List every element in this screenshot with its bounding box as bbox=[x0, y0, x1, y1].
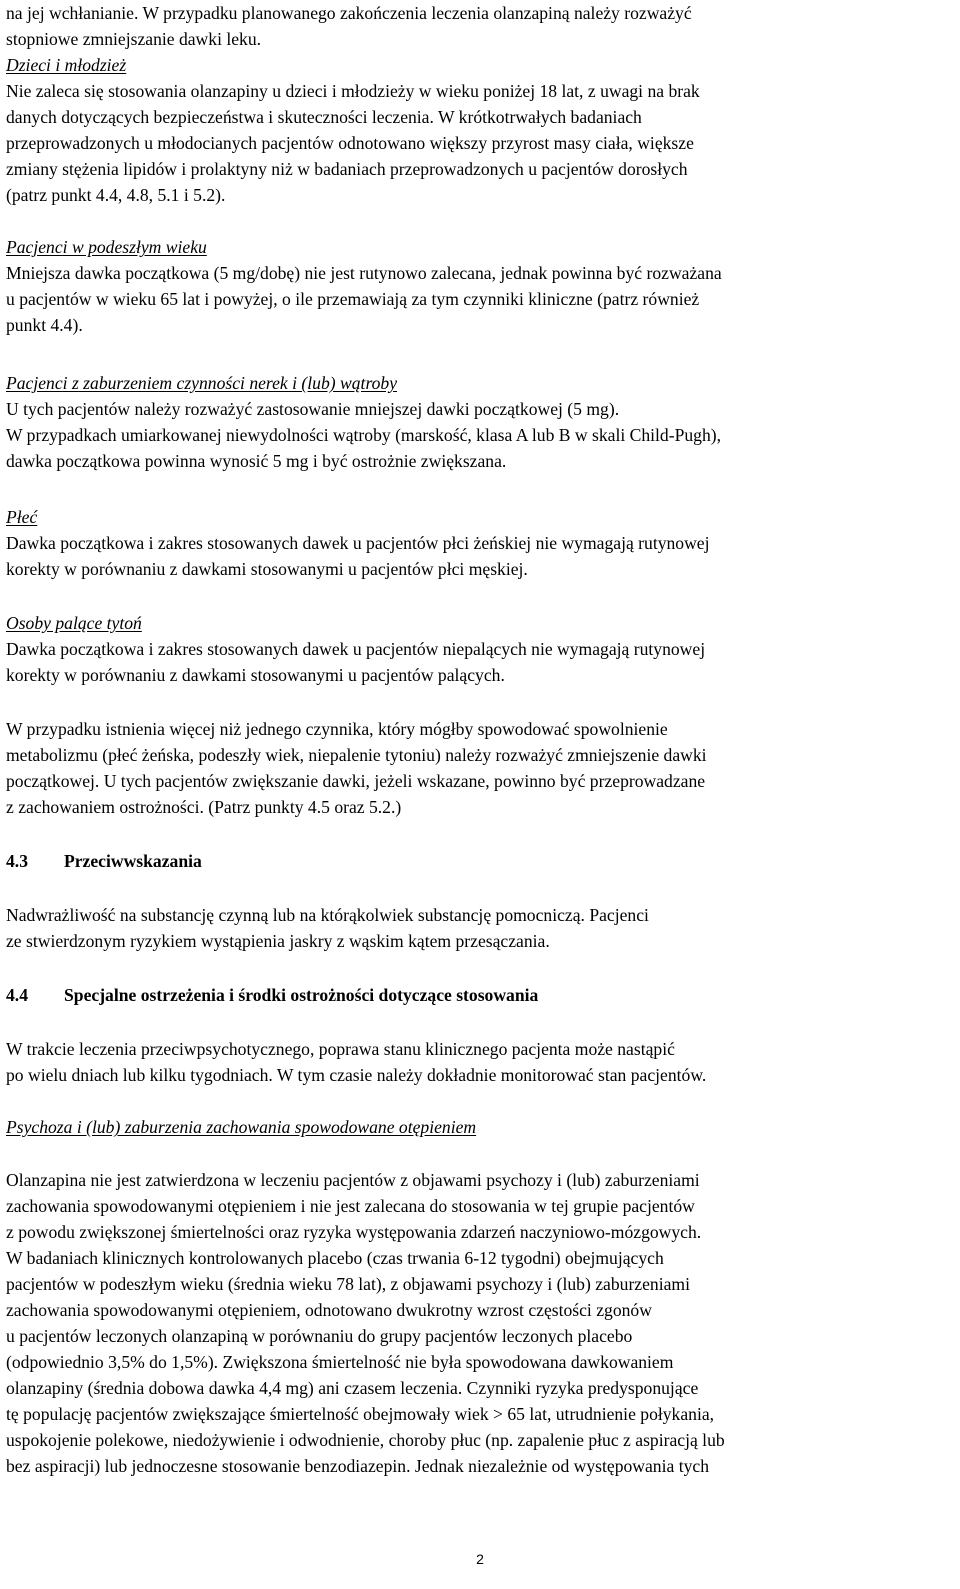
text-line: Olanzapina nie jest zatwierdzona w leczeniu pacjentów z objawami psychozy i (lub) zaburzeniami bbox=[6, 1170, 700, 1190]
section-4-4 bbox=[6, 982, 538, 1008]
text-line: dawka początkowa powinna wynosić 5 mg i być ostrożnie zwiększana. bbox=[6, 451, 507, 471]
psychosis-heading-block bbox=[6, 1114, 476, 1140]
text-line: korekty w porównaniu z dawkami stosowanymi u pacjentów palących. bbox=[6, 665, 505, 685]
text-line: na jej wchłanianie. W przypadku planowanego zakończenia leczenia olanzapiną należy rozważyć bbox=[6, 3, 692, 23]
text-line: W przypadkach umiarkowanej niewydolności wątroby (marskość, klasa A lub B w skali Child-Pugh), bbox=[6, 425, 722, 445]
text-line: stopniowe zmniejszanie dawki leku. bbox=[6, 29, 262, 49]
text-line: zachowania spowodowanymi otępieniem, odnotowano dwukrotny wzrost częstości zgonów bbox=[6, 1300, 652, 1320]
text-line: Dawka początkowa i zakres stosowanych dawek u pacjentów niepalących nie wymagają rutynowej bbox=[6, 639, 706, 659]
text-line: zmiany stężenia lipidów i prolaktyny niż w badaniach przeprowadzonych u pacjentów dorosłych bbox=[6, 159, 688, 179]
renal-hepatic-heading: Pacjenci z zaburzeniem czynności nerek i (lub) wątroby bbox=[6, 373, 398, 393]
text-line: pacjentów w podeszłym wieku (średnia wieku 78 lat), z objawami psychozy i (lub) zaburzeniami bbox=[6, 1274, 690, 1294]
text-line: z powodu zwiększonej śmiertelności oraz ryzyka występowania zdarzeń naczyniowo-mózgowych. bbox=[6, 1222, 702, 1242]
section-4-4-heading bbox=[6, 982, 538, 1008]
text-line: u pacjentów leczonych olanzapiną w porównaniu do grupy pacjentów leczonych placebo bbox=[6, 1326, 633, 1346]
smokers-heading: Osoby palące tytoń bbox=[6, 613, 142, 633]
section-number: 4.4 bbox=[6, 985, 28, 1005]
contraindications-paragraph bbox=[6, 902, 649, 954]
text-line: uspokojenie polekowe, niedożywienie i odwodnienie, choroby płuc (np. zapalenie płuc z aspiracją lub bbox=[6, 1430, 725, 1450]
section-number: 4.3 bbox=[6, 851, 28, 871]
elderly-section bbox=[6, 234, 722, 338]
text-line: W trakcie leczenia przeciwpsychotycznego, poprawa stanu klinicznego pacjenta może nastąpić bbox=[6, 1039, 675, 1059]
text-line: tę populację pacjentów zwiększające śmiertelność obejmowały wiek > 65 lat, utrudnienie połykania, bbox=[6, 1404, 715, 1424]
text-line: Nadwrażliwość na substancję czynną lub na którąkolwiek substancję pomocniczą. Pacjenci bbox=[6, 905, 649, 925]
section-4-3 bbox=[6, 848, 202, 874]
text-line: zachowania spowodowanymi otępieniem i nie jest zalecana do stosowania w tej grupie pacjentów bbox=[6, 1196, 695, 1216]
text-line: korekty w porównaniu z dawkami stosowanymi u pacjentów płci męskiej. bbox=[6, 559, 528, 579]
text-line: Mniejsza dawka początkowa (5 mg/dobę) nie jest rutynowo zalecana, jednak powinna być rozważana bbox=[6, 263, 722, 283]
text-line: W badaniach klinicznych kontrolowanych placebo (czas trwania 6-12 tygodni) obejmujących bbox=[6, 1248, 664, 1268]
text-line: ze stwierdzonym ryzykiem wystąpienia jaskry z wąskim kątem przesączania. bbox=[6, 931, 550, 951]
text-line: u pacjentów w wieku 65 lat i powyżej, o ile przemawiają za tym czynniki kliniczne (patrz również bbox=[6, 289, 700, 309]
text-line: danych dotyczących bezpieczeństwa i skuteczności leczenia. W krótkotrwałych badaniach bbox=[6, 107, 642, 127]
gender-section bbox=[6, 504, 710, 582]
text-line: początkowej. U tych pacjentów zwiększanie dawki, jeżeli wskazane, powinno być przeprowadzane bbox=[6, 771, 706, 791]
text-line: W przypadku istnienia więcej niż jednego czynnika, który mógłby spowodować spowolnienie bbox=[6, 719, 668, 739]
warnings-paragraph bbox=[6, 1036, 706, 1088]
text-line: (patrz punkt 4.4, 4.8, 5.1 i 5.2). bbox=[6, 185, 226, 205]
renal-hepatic-section bbox=[6, 370, 721, 474]
text-line: po wielu dniach lub kilku tygodniach. W tym czasie należy dokładnie monitorować stan pacjentów. bbox=[6, 1065, 707, 1085]
text-line: olanzapiny (średnia dobowa dawka 4,4 mg) ani czasem leczenia. Czynniki ryzyka predysponujące bbox=[6, 1378, 699, 1398]
children-heading: Dzieci i młodzież bbox=[6, 55, 127, 75]
page-number: 2 bbox=[476, 1551, 484, 1567]
text-line: U tych pacjentów należy rozważyć zastosowanie mniejszej dawki początkowej (5 mg). bbox=[6, 399, 620, 419]
multiple-factors-paragraph bbox=[6, 716, 707, 820]
text-line: metabolizmu (płeć żeńska, podeszły wiek, niepalenie tytoniu) należy rozważyć zmniejszenie dawki bbox=[6, 745, 707, 765]
text-line: przeprowadzonych u młodocianych pacjentów odnotowano większy przyrost masy ciała, większe bbox=[6, 133, 694, 153]
psychosis-paragraph bbox=[6, 1167, 725, 1479]
text-line: (odpowiednio 3,5% do 1,5%). Zwiększona śmiertelność nie była spowodowana dawkowaniem bbox=[6, 1352, 674, 1372]
text-line: Dawka początkowa i zakres stosowanych dawek u pacjentów płci żeńskiej nie wymagają rutynowej bbox=[6, 533, 710, 553]
text-line: bez aspiracji) lub jednoczesne stosowanie benzodiazepin. Jednak niezależnie od występowania tych bbox=[6, 1456, 709, 1476]
section-title: Przeciwwskazania bbox=[64, 851, 202, 871]
elderly-heading: Pacjenci w podeszłym wieku bbox=[6, 237, 207, 257]
text-line: Nie zaleca się stosowania olanzapiny u dzieci i młodzieży w wieku poniżej 18 lat, z uwagi na brak bbox=[6, 81, 700, 101]
section-title: Specjalne ostrzeżenia i środki ostrożności dotyczące stosowania bbox=[64, 985, 539, 1005]
section-4-3-heading bbox=[6, 848, 202, 874]
psychosis-heading: Psychoza i (lub) zaburzenia zachowania spowodowane otępieniem bbox=[6, 1117, 477, 1137]
smokers-section bbox=[6, 610, 705, 688]
intro-paragraph bbox=[6, 0, 692, 52]
text-line: punkt 4.4). bbox=[6, 315, 83, 335]
children-section bbox=[6, 52, 700, 208]
gender-heading: Płeć bbox=[6, 507, 38, 527]
text-line: z zachowaniem ostrożności. (Patrz punkty 4.5 oraz 5.2.) bbox=[6, 797, 402, 817]
